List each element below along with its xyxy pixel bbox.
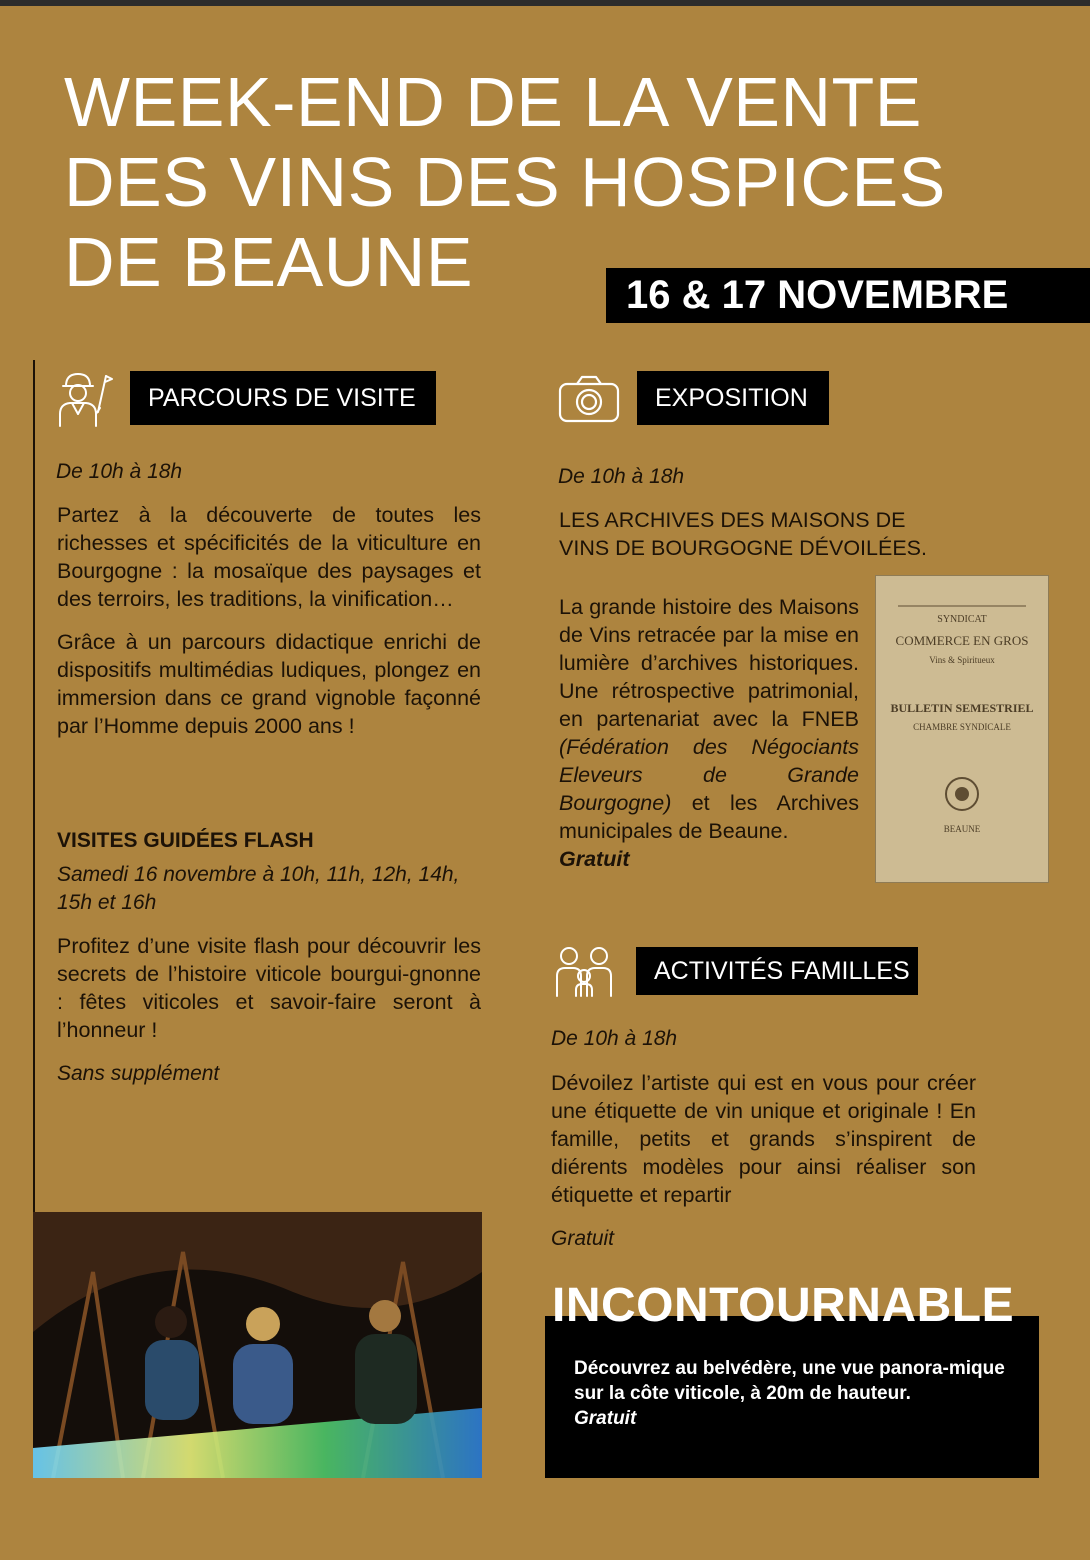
exposition-text: La grande histoire des Maisons de Vins retracée par la mise en lumière d’archives historiques. Une rétrospective patrimonial, en partenariat avec la FNEB (559, 595, 859, 731)
exposition-price: Gratuit (559, 847, 630, 871)
archive-document-image (876, 576, 1048, 882)
visites-heading: VISITES GUIDÉES FLASH (57, 829, 314, 852)
visitors-photo (33, 1212, 482, 1478)
exposition-paragraph (559, 593, 859, 873)
top-border (0, 0, 1090, 6)
document-line-3: Vins & Spiritueux (929, 655, 995, 665)
title-line-2: DES VINS DES HOSPICES (64, 143, 946, 221)
left-divider (33, 360, 35, 1212)
incontournable-description: Découvrez au belvédère, une vue panora-mique sur la côte viticole, à 20m de hauteur. (574, 1358, 1005, 1404)
document-line-2: COMMERCE EN GROS (895, 633, 1029, 648)
parcours-time: De 10h à 18h (56, 460, 183, 483)
title-line-3: DE BEAUNE (64, 223, 474, 301)
exposition-label: EXPOSITION (637, 371, 829, 425)
visites-price: Sans supplément (57, 1062, 220, 1085)
parcours-label: PARCOURS DE VISITE (130, 371, 436, 425)
exposition-text-end: et les Archives municipales de Beaune. (559, 791, 859, 843)
camera-icon (557, 374, 621, 429)
family-icon (553, 944, 615, 1003)
incontournable-text (574, 1356, 1014, 1431)
date-badge: 16 & 17 NOVEMBRE (606, 268, 1090, 323)
document-line-5: CHAMBRE SYNDICALE (913, 722, 1011, 732)
familles-paragraph: Dévoilez l’artiste qui est en vous pour créer une étiquette de vin unique et originale ! En famille, petits et grands s’inspirent de diérents modèles pour ainsi réaliser son étiquette et repartir (551, 1071, 976, 1207)
document-line-4: BULLETIN SEMESTRIEL (890, 701, 1034, 715)
document-line-1: SYNDICAT (937, 614, 987, 625)
guide-person-icon (52, 370, 114, 433)
parcours-paragraph-1: Partez à la découverte de toutes les richesses et spécificités de la viticulture en Bourgogne : la mosaïque des paysages et des terroirs, les traditions, la vinification… (57, 503, 481, 611)
document-line-6: BEAUNE (943, 824, 981, 834)
visites-paragraph: Profitez d’une visite flash pour découvrir les secrets de l’histoire viticole bourgui-gnonne : fêtes viticoles et savoir-faire seront à l’honneur ! (57, 934, 481, 1042)
visites-schedule: Samedi 16 novembre à 10h, 11h, 12h, 14h, 15h et 16h (57, 863, 460, 914)
familles-time: De 10h à 18h (551, 1027, 678, 1050)
incontournable-price: Gratuit (574, 1408, 637, 1429)
familles-price: Gratuit (551, 1227, 615, 1250)
title-line-1: WEEK-END DE LA VENTE (64, 63, 922, 141)
exposition-subtitle: LES ARCHIVES DES MAISONS DE VINS DE BOURGOGNE DÉVOILÉES. (559, 508, 927, 560)
page-title (64, 62, 964, 302)
parcours-paragraph-2: Grâce à un parcours didactique enrichi de dispositifs multimédias ludiques, plongez en immersion dans ce grand vignoble façonné par l’Homme depuis 2000 ans ! (57, 630, 481, 738)
exposition-time: De 10h à 18h (558, 465, 685, 488)
exposition-text-italic: (Fédération des Négociants Eleveurs de Grande Bourgogne) (559, 735, 859, 815)
familles-label: ACTIVITÉS FAMILLES (636, 947, 918, 995)
incontournable-title: INCONTOURNABLE (552, 1279, 1015, 1332)
